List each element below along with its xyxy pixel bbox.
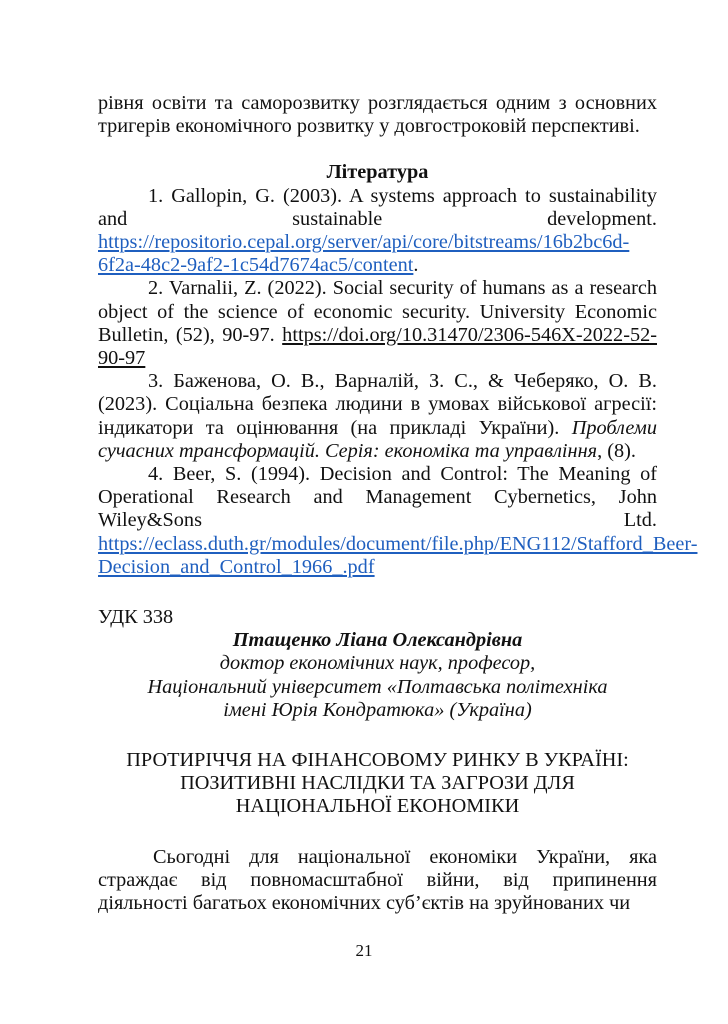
reference-link[interactable]: https://doi.org/10.31470/2306-546X-2022-52-90-97 (98, 323, 657, 370)
page-number: 21 (355, 941, 373, 960)
intro-line: тригерів економічного розвитку у довгостроковій перспективі. (98, 115, 640, 138)
title-line: ПОЗИТИВНІ НАСЛІДКИ ТА ЗАГРОЗИ ДЛЯ (180, 772, 575, 795)
reference-suffix: . (413, 254, 419, 277)
reference-text: 1. Gallopin, G. (2003). A systems approach to sustainability and sustainable development. (98, 184, 657, 230)
reference-item (98, 463, 698, 579)
article-title (98, 749, 657, 819)
udk-code: УДК 338 (98, 606, 174, 629)
title-line: ПРОТИРІЧЧЯ НА ФІНАНСОВОМУ РИНКУ В УКРАЇНІ: (126, 749, 629, 772)
reference-item (98, 277, 657, 370)
reference-link[interactable]: https://eclass.duth.gr/modules/document/file.php/ENG112/Stafford_Beer-Decision_and_Control_1966_.pdf (98, 532, 698, 578)
document-page (98, 92, 698, 915)
intro-line: рівня освіти та саморозвитку розглядається одним з основних (98, 92, 657, 114)
affiliation-line: Національний університет «Полтавська політехніка (147, 675, 608, 698)
reference-item (98, 185, 657, 278)
article-body-text: Сьогодні для національної економіки України, яка страждає від повномасштабної війни, від припинення діяльності багатьох економічних суб’єктів на зруйнованих чи (98, 845, 657, 915)
intro-paragraph (98, 92, 657, 138)
reference-item (98, 370, 657, 463)
author-name: Птащенко Ліана Олександрівна (232, 629, 523, 652)
affiliation-line: імені Юрія Кондратюка» (Україна) (223, 698, 532, 721)
affiliation-line: доктор економічних наук, професор, (219, 652, 536, 675)
article-body-paragraph (98, 846, 657, 916)
reference-text: 2. Varnalii, Z. (2022). Social security of humans as a research object of the science of economic security. University Economic Bulletin, (52), 90-97. (98, 277, 657, 346)
references-heading: Література (326, 161, 429, 184)
reference-link[interactable]: https://repositorio.cepal.org/server/api/core/bitstreams/16b2bc6d-6f2a-48c2-9af2-1c54d7674ac5/content (98, 231, 630, 277)
reference-text: 4. Beer, S. (1994). Decision and Control: The Meaning of Operational Research and Management Cybernetics, John Wiley&Sons Ltd. (98, 463, 657, 532)
author-affiliation (98, 652, 657, 722)
title-line: НАЦІОНАЛЬНОЇ ЕКОНОМІКИ (235, 795, 520, 818)
reference-suffix: , (8). (597, 439, 636, 462)
reference-journal: Проблеми сучасних трансформацій. Серія: економіка та управління (98, 416, 657, 462)
reference-text: 3. Баженова, О. В., Варналій, З. С., & Чеберяко, О. В. (2023). Соціальна безпека людини в умовах військової агресії: індикатори та оцінювання (на прикладі України). (98, 370, 657, 439)
